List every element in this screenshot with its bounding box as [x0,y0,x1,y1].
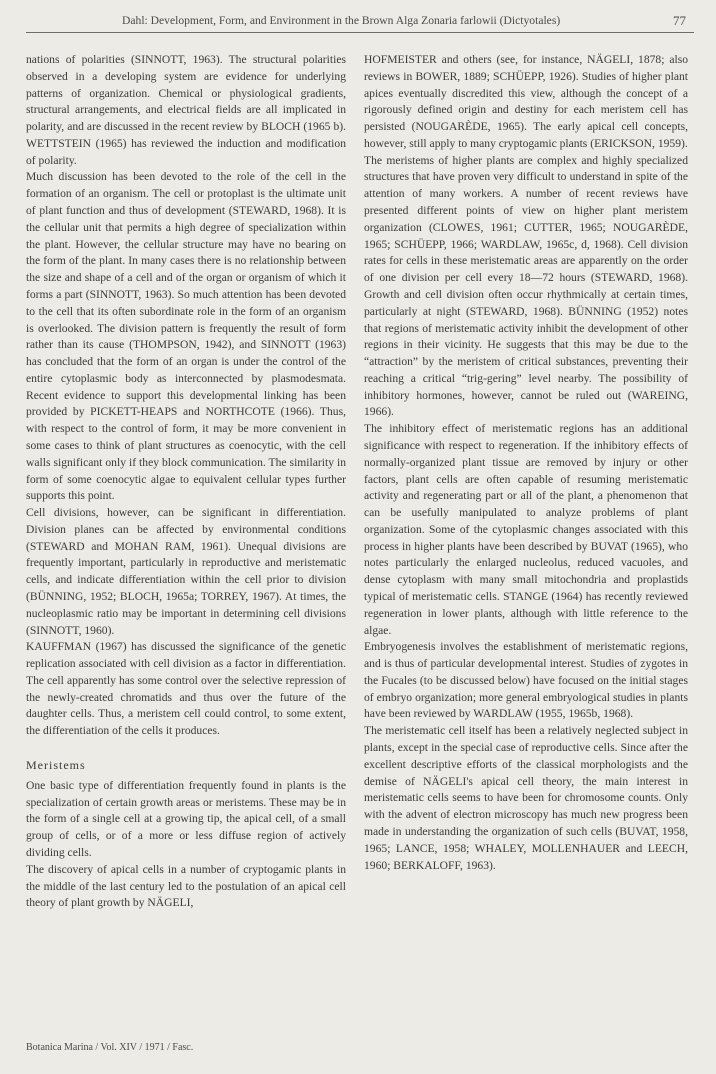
paragraph: KAUFFMAN (1967) has discussed the significance of the genetic replication associated with cell division as a factor in differentiation. The cell apparently has some control over the selective repression of the newly-created chromatids and thus over the future of the daughter cells. Thus, a meristem cell could control, to some extent, the differentiation of the cells it produces. [26,640,346,738]
running-header [26,14,694,33]
paragraph: One basic type of differentiation frequently found in plants is the specialization of certain growth areas or meristems. These may be in the form of a single cell at a growing tip, the apical cell, of a small group of cells, or of a more or less diffuse region of actively dividing cells. [26,778,346,859]
running-title: Dahl: Development, Form, and Environment in the Brown Alga Zonaria farlowii (Dictyotales) [122,14,561,27]
section-heading: Meristems [26,758,86,773]
paragraph: The meristems of higher plants are complex and highly specialized structures that have proven very difficult to understand in spite of the attention of many workers. A number of recent reviews have presented different points of view on higher plant meristem organization (CLOWES, 1961; CUTTER, 1965; NOUGARÈDE, 1965; SCHÜEPP, 1966; WARDLAW, 1965c, d, 1968). Cell division rates for cells in these meristematic areas are apparently on the order of one division per cell every 18—72 hours (STEWARD, 1968). Growth and cell division often occur rhythmically at certain times, particularly at night (STEWARD, 1968). BÜNNING (1952) notes that regions of meristematic activity inhibit the development of other regions in their vicinity. He suggests that this may be due to the “attraction” by the meristem of critical substances, preventing their reaching a critical “trig-gering” level nearby. The possibility of inhibitory hormones, however, cannot be ruled out (WAREING, 1966). [364,153,688,419]
page-number: 77 [673,13,686,28]
paragraph: nations of polarities (SINNOTT, 1963). The structural polarities observed in a developing system are evidence for underlying patterns of organization. Chemical or physiological gradients, structural arrangements, and electrical fields are all implicated in polarity, and are discussed in the recent review by BLOCH (1965 b). WETTSTEIN (1965) has reviewed the induction and modification of polarity. [26,53,346,167]
paragraph: The meristematic cell itself has been a relatively neglected subject in plants, except in the special case of reproductive cells. Since after the excellent descriptive efforts of the classical morphologists and the demise of NÄGELI's apical cell theory, the main interest in meristematic cells seems to have been for chromosome counts. Only with the advent of electron microscopy has much new progress been made in understanding the organization of such cells (BUVAT, 1958, 1965; LANCE, 1958; WHALEY, MOLLENHAUER and LEECH, 1960; BERKALOFF, 1963). [364,724,688,872]
paragraph: The inhibitory effect of meristematic regions has an additional significance with respect to regeneration. If the inhibitory effects of normally-organized plant tissue are removed by injury or other factors, plant cells are often capable of resuming meristematic activity and regenerating part or all of the plant, a phenomenon that can be usefully manipulated to analyze problems of plant organization. Some of the cytoplasmic changes associated with this process in higher plants have been described by BUVAT (1965), who notes particularly the enlarged nucleolus, reduced vacuoles, and dense cytoplasm with many small mitochondria and proplastids typical of meristematic cells. STANGE (1964) has recently reviewed regeneration in lower plants, although with little reference to the algae. [364,422,688,637]
right-column [364,52,688,874]
paragraph: The discovery of apical cells in a number of cryptogamic plants in the middle of the last century led to the postulation of an apical cell theory of plant growth by NÄGELI, [26,862,346,910]
paragraph: Embryogenesis involves the establishment of meristematic regions, and is thus of particular developmental interest. Studies of zygotes in the Fucales (to be discussed below) have focused on the initial stages of embryo organization; more general embryological studies in plants have been reviewed by WARDLAW (1955, 1965b, 1968). [364,640,688,721]
paragraph: Cell divisions, however, can be significant in differentiation. Division planes can be affected by environmental conditions (STEWARD and MOHAN RAM, 1961). Unequal divisions are frequently important, particularly in reproductive and meristematic cells, and indicate differentiation within the cell prior to division (BÜNNING, 1952; BLOCH, 1965a; TORREY, 1967). At times, the nucleoplasmic ratio may be important in determining cell divisions (SINNOTT, 1960). [26,506,346,637]
journal-footer: Botanica Marina / Vol. XIV / 1971 / Fasc. [26,1042,194,1053]
paragraph: HOFMEISTER and others (see, for instance, NÄGELI, 1878; also reviews in BOWER, 1889; SCHÜEPP, 1926). Studies of higher plant apices eventually discredited this view, although the concept of a rigorously defined origin and destiny for each meristem cell has persisted (NOUGARÈDE, 1965). The early apical cell concepts, however, still apply to many cryptogamic plants (ERICKSON, 1959). [364,53,688,150]
paragraph: Much discussion has been devoted to the role of the cell in the formation of an organism. The cell or protoplast is the ultimate unit of plant function and thus of development (STEWARD, 1968). It is the cellular unit that permits a high degree of specialization within the plant. However, the cellular structure may have no bearing on the form of the plant. In many cases there is no relationship between the size and shape of a cell and of the organ or organism of which it forms a part (SINNOTT, 1963). So much attention has been devoted to the cell that its often subordinate role in the form of an organism is overlooked. The division pattern is frequently the result of form rather than its cause (THOMPSON, 1942), and SINNOTT (1963) has concluded that the form of an organ is under the control of the entire cytoplasmic body as interconnected by plasmodesmata. Recent evidence to support this developmental linking has been provided by PICKETT-HEAPS and NORTHCOTE (1966). Thus, with respect to the control of form, it may be more convenient in some cases to think of plant structures as coenocytic, with the cell walls significant only if they block communication. The similarity in form of some coenocytic algae to equivalent cellular types further supports this point. [26,170,346,503]
left-column [26,52,346,912]
